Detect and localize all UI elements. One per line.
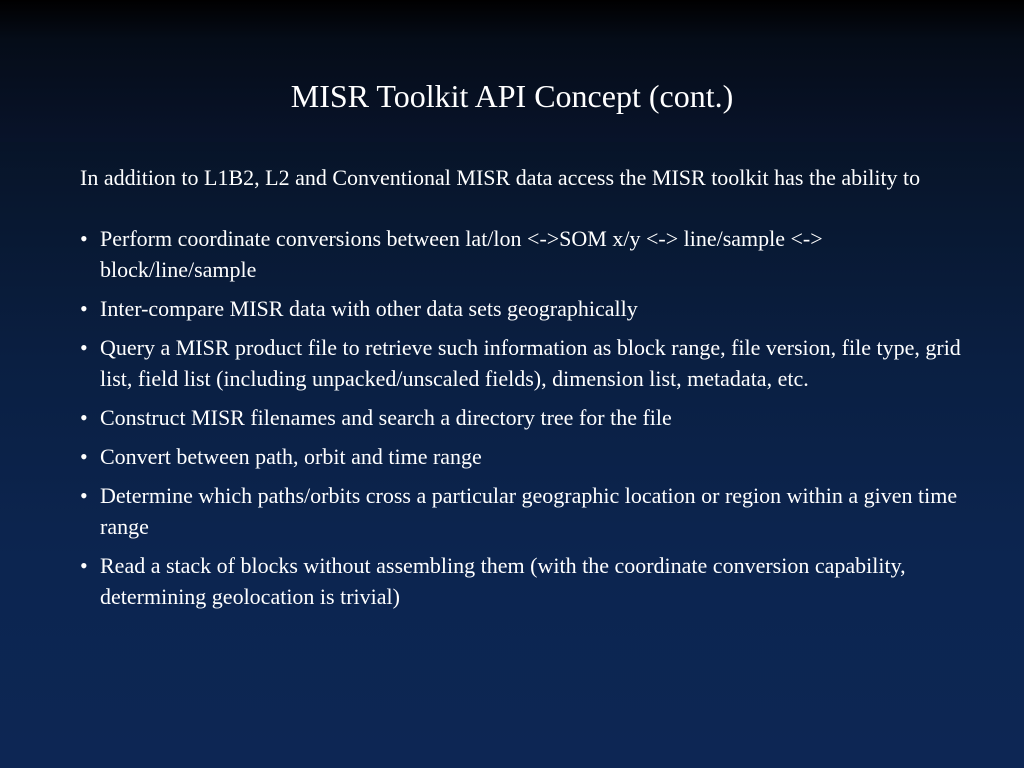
bullet-convert-path-orbit: • Convert between path, orbit and time range: [80, 441, 970, 472]
bullet-query-product-file: • Query a MISR product file to retrieve such information as block range, file version, file type, grid list, field list (including unpacked/unscaled fields), dimension list, metadata, etc.: [80, 332, 970, 394]
title-band: [0, 0, 1024, 142]
bullet-read-stack: • Read a stack of blocks without assembling them (with the coordinate conversion capability, determining geolocation is trivial): [80, 550, 970, 612]
bullet-list: [80, 223, 970, 612]
bullet-coordinate-conversions: • Perform coordinate conversions between lat/lon <->SOM x/y <-> line/sample <-> block/line/sample: [80, 223, 970, 285]
slide-content: [80, 162, 970, 620]
bullet-determine-paths: • Determine which paths/orbits cross a particular geographic location or region within a given time range: [80, 480, 970, 542]
intro-paragraph: In addition to L1B2, L2 and Conventional MISR data access the MISR toolkit has the ability to: [80, 165, 921, 190]
bullet-construct-filenames: • Construct MISR filenames and search a directory tree for the file: [80, 402, 970, 433]
slide-title: MISR Toolkit API Concept (cont.): [290, 78, 734, 114]
bullet-inter-compare: • Inter-compare MISR data with other data sets geographically: [80, 293, 970, 324]
